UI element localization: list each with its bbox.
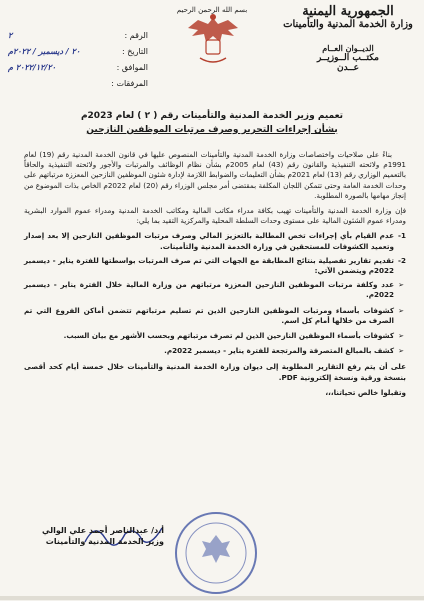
ref-value: ٢ [8,31,13,40]
attach-row [8,76,148,92]
bullet-text: كشف بالمبالغ المتصرفة والمرتجعة للفترة يناير - ديسمبر 2022م. [164,346,394,356]
date-value: ٢٠ / ديسمبر / ٢٠٢٢م [8,47,81,56]
intro-paragraph: بناءً على صلاحيات واختصاصات وزارة الخدمة المدنية والتأمينات المنصوص عليها في قانون الخدمة المدنية رقم (19) لعام 1991م ولائحته التنفيذية والقانون رقم (43) لعام 2005م بشأن نظام الوظائف والمرتبات والأجور ولائحته التنفيذية والحاقاً بالتعميم الوزاري رقم (13) لعام 2021م بشأن التعليمات والضوابط اللازمة لإدارة شئون الموظفين النازحين المعززة مرتباتهم على وحدات الخدمة العامة وحتى تتمكن اللجان المكلفة بمقتضى أمر مجلس الوزراء رقم (20) لعام 2022م الخاص بذات الموضوع من إنجاز مهامها بالصورة المطلوبة. [24,150,407,200]
basmala: بسم الله الرحمن الرحيم [176,6,248,14]
title-line-2: بشأن إجراءات التحرير وصرف مرتبات الموظفين النازحين [86,125,338,135]
bullet-text: عدد وكلفة مرتبات الموظفين النازحين المعززة مرتباتهم من وزارة المالية خلال الفترة يناير - ديسمبر 2022م. [24,280,394,300]
date-row [8,44,148,60]
minister-office: مكتــب الــوزيــر [316,53,379,63]
attach-label: المرفقات : [111,79,148,88]
bullet-text: كشوفات بأسماء ومرتبات الموظفين النازحين الذين تم تسليم مرتباتهم تتضمن أماكن الفروع التي تم الصرف من خلالها أمام كل اسم. [24,305,394,325]
country-name: الجمهورية اليمنية [302,4,394,19]
bullet-icon: ➢ [398,281,404,290]
reference-block [8,28,148,92]
item-text: عدم القيام بأي إجراءات تخص المطالبة بالتعزيز المالي وصرف مرتبات الموظفين النازحين إلا بعد إصدار وتعميد الكشوفات للمستحقين في وزارة الخدمة المدنية والتأمينات. [24,231,394,251]
bullet-item [24,280,406,300]
agreed-value: ٢٠٢٢/١٢/٢٠ م [8,63,56,72]
office-name: الديــوان العــام [322,43,374,53]
yemen-eagle-emblem-icon [178,2,248,72]
bullet-icon: ➢ [398,306,404,315]
bullet-text: كشوفات بأسماء الموظفين النازحين الذين لم تصرف مرتباتهم وبحسب الأشهر مع بيان السبب. [63,331,394,341]
ministry-name: وزارة الخدمة المدنية والتأمينات [283,19,413,30]
page-footer [0,596,424,600]
title-line-1: تعميم وزير الخدمة المدنية والتأمينات رقم ( ٢ ) لعام 2023م [80,111,344,121]
official-stamp-icon [168,505,264,601]
letterhead-right [278,4,418,73]
document-title [10,109,414,137]
city-name: عــدن [337,63,359,73]
directive-paragraph: فإن وزارة الخدمة المدنية والتأمينات تهيب بكافة مدراء مكاتب المالية ومكاتب الخدمة المدنية ومدراء عموم الموارد البشرية ومدراء عموم الشئون المالية على مستوى وحدات السلطة المحلية والمركزية التقيد بما يلي: [24,206,406,226]
signatory-role: وزير الخدمة المدنية والتأمينات [45,537,164,546]
thanks-line: وتقبلوا خالص تحياتنا،،، [325,387,406,397]
item-number: 2- [398,255,406,265]
signatory-name: أ.د/ عبدالناصر أحمد علي الوالي [42,526,164,535]
numbered-list [24,231,406,276]
item-text: تقديم تقارير تفصيلية بنتائج المطابقة مع الجهات التي تم صرف المرتبات بواسطتها للفترة يناير - ديسمبر 2022م ويتضمن الآتي: [24,255,394,276]
bullet-icon: ➢ [398,347,404,356]
item-number: 1- [398,231,406,241]
bullet-item [24,346,406,356]
date-label: التاريخ : [121,47,148,56]
ref-row [8,28,148,44]
ref-label: الرقم : [124,31,148,40]
bullet-item [24,331,406,341]
bullet-icon: ➢ [398,332,404,341]
closing-paragraph: على أن يتم رفع التقارير المطلوبة إلى ديوان وزارة الخدمة المدنية والتأمينات خلال خمسة أيام كحد أقصى بنسخة ورقية ونسخة إلكترونية PDF. [24,362,406,382]
document-body [24,150,406,403]
agreed-row [8,60,148,76]
bullet-list [24,280,406,356]
bullet-item [24,306,406,326]
list-item [24,231,406,251]
agreed-label: الموافق : [116,63,148,72]
signature-block [14,525,164,547]
list-item [24,256,406,276]
